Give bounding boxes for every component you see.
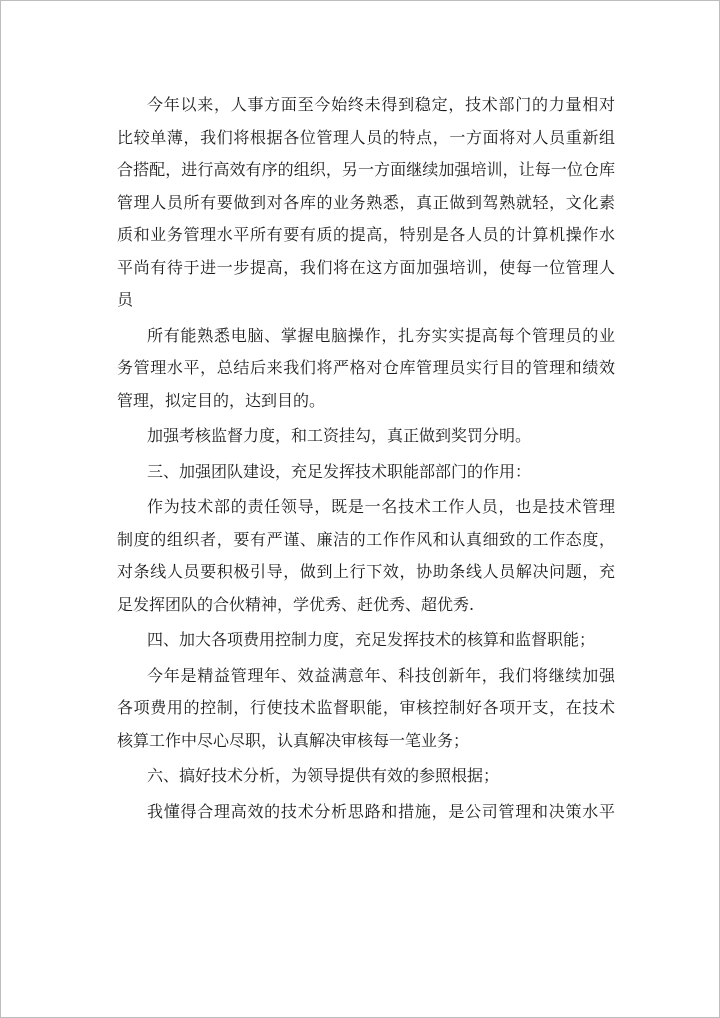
text-line: 务管理水平，总结后来我们将严格对仓库管理员实行目的管理和绩效 xyxy=(117,358,615,377)
text-line: 我懂得合理高效的技术分析思路和措施，是公司管理和决策水平 xyxy=(147,801,615,821)
text-line: 平尚有待于进一步提高，我们将在这方面加强培训，使每一位管理人 xyxy=(117,257,615,277)
text-line: 足发挥团队的合伙精神，学优秀、赶优秀、超优秀. xyxy=(117,594,475,614)
text-line: 所有能熟悉电脑、掌握电脑操作，扎夯实实提高每个管理员的业 xyxy=(147,325,615,345)
text-line: 质和业务管理水平所有要有质的提高，特别是各人员的计算机操作水 xyxy=(117,225,615,244)
text-line: 各项费用的控制，行使技术监督职能，审核控制好各项开支，在技术 xyxy=(117,698,615,717)
text-line: 合搭配，进行高效有序的组织，另一方面继续加强培训，让每一位仓库 xyxy=(117,160,615,179)
text-line: 比较单薄，我们将根据各位管理人员的特点，一方面将对人员重新组 xyxy=(117,127,615,147)
text-line: 管理人员所有要做到对各库的业务熟悉，真正做到驾熟就轻，文化素 xyxy=(117,192,615,212)
text-line: 对条线人员要积极引导，做到上行下效，协助条线人员解决问题，充 xyxy=(117,562,615,581)
text-line: 今年是精益管理年、效益满意年、科技创新年，我们将继续加强 xyxy=(147,665,615,685)
section-heading: 六、搞好技术分析，为领导提供有效的参照根据； xyxy=(147,766,500,785)
text-line: 核算工作中尽心尽职，认真解决审核每一笔业务； xyxy=(117,730,470,750)
text-line: 今年以来，人事方面至今始终未得到稳定，技术部门的力量相对 xyxy=(147,95,615,114)
section-heading: 四、加大各项费用控制力度，充足发挥技术的核算和监督职能； xyxy=(147,630,596,649)
section-heading: 三、加强团队建设，充足发挥技术职能部部门的作用： xyxy=(147,461,532,481)
text-line: 作为技术部的责任领导，既是一名技术工作人员，也是技术管理 xyxy=(147,497,615,516)
text-line: 制度的组织者，要有严谨、廉洁的工作作风和认真细致的工作态度， xyxy=(117,529,615,549)
document-body xyxy=(117,89,615,828)
text-line: 员 xyxy=(117,290,134,309)
text-line: 管理，拟定目的，达到目的。 xyxy=(117,390,326,410)
text-line: 加强考核监督力度，和工资挂勾，真正做到奖罚分明。 xyxy=(147,426,532,445)
